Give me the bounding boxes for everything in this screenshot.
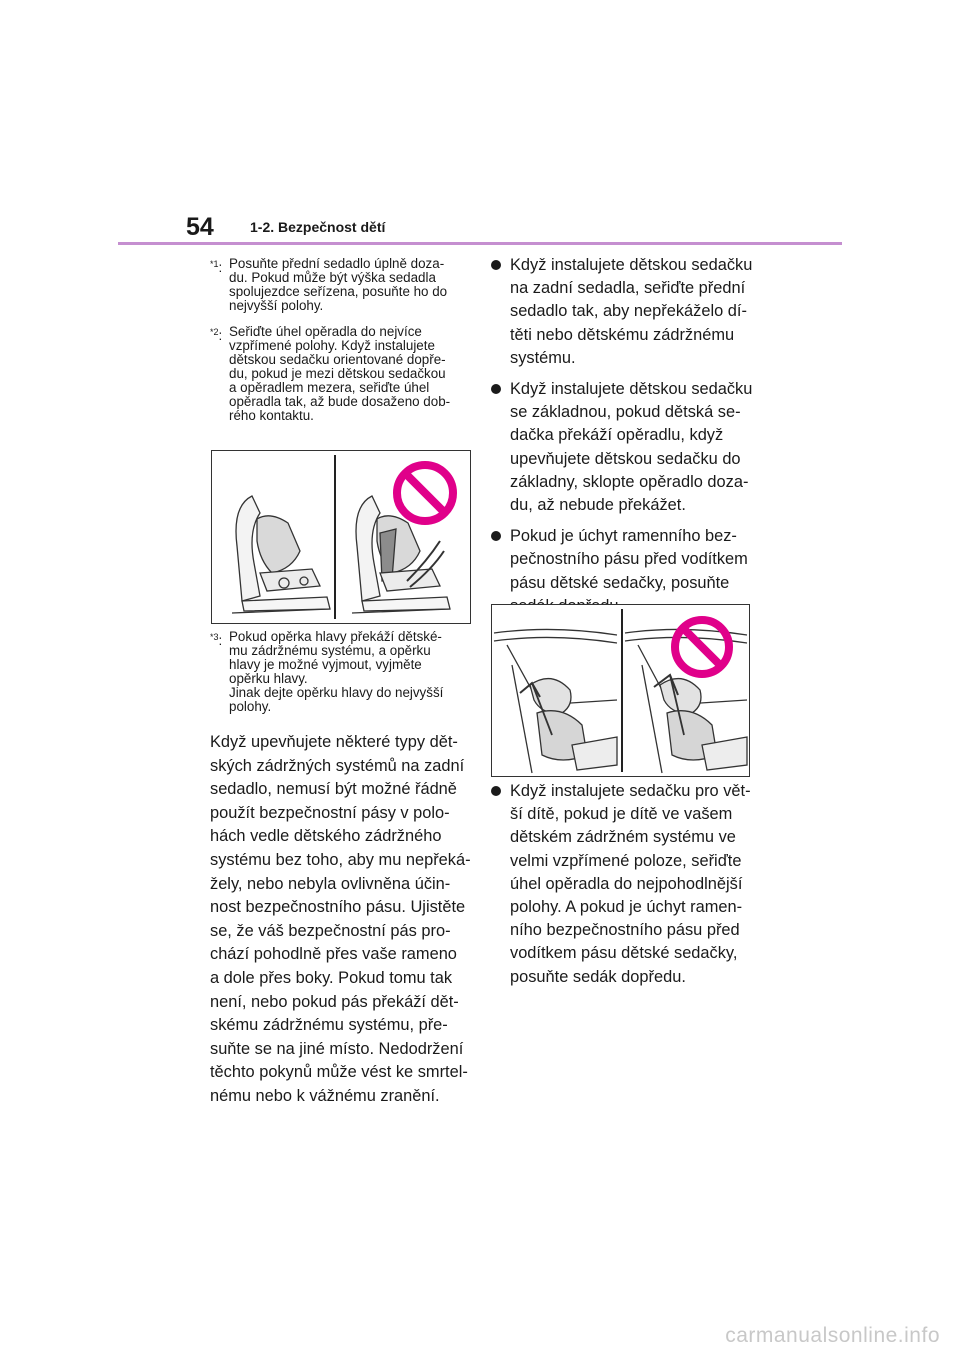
- prohibition-icon: [397, 465, 453, 521]
- watermark: carmanualsonline.info: [725, 1324, 940, 1347]
- page-number: 54: [186, 213, 214, 241]
- bullet-icon: [491, 786, 501, 796]
- footnote-line: Posuňte přední sedadlo úplně doza-: [229, 256, 445, 271]
- bullet-list-bottom: [490, 780, 760, 989]
- footnote-line: nejvyšší polohy.: [229, 298, 324, 313]
- header-rule: [118, 242, 842, 245]
- seat-belt-figure: [491, 604, 750, 777]
- footnote-line: Pokud opěrka hlavy překáží dětské-: [229, 629, 442, 644]
- footnote-line: a opěradlem mezera, seřiďte úhel: [229, 380, 430, 395]
- footnote-line: du, pokud je mezi dětskou sedačkou: [229, 366, 446, 381]
- section-title: 1-2. Bezpečnost dětí: [250, 219, 386, 235]
- footnote-line: Jinak dejte opěrku hlavy do nejvyšší: [229, 685, 444, 700]
- list-item: Když instalujete sedačku pro vět- ší dítě, pokud je dítě ve vašem dětském zádržném systému ve velmi vzpřímené poloze, seřiďte úhel opěradla do nejpohodlnější polohy. A pokud je úchyt ramen- ního bezpečnostního pásu před vodítkem pásu dětské sedačky, posuňte sedák dopředu.: [490, 780, 760, 989]
- footnote-2: [210, 325, 472, 423]
- footnote-line: hlavy je možné vyjmout, vyjměte: [229, 657, 422, 672]
- footnote-line: polohy.: [229, 699, 272, 714]
- seat-illustration-left: [232, 496, 330, 613]
- footnote-line: vzpřímené polohy. Když instalujete: [229, 338, 435, 353]
- footnote-marker: $^{*3}$:: [210, 632, 223, 648]
- footnote-line: spolujezdce seřízena, posuňte ho do: [229, 284, 448, 299]
- bullet-icon: [491, 384, 501, 394]
- footnote-line: rého kontaktu.: [229, 408, 314, 423]
- footnote-line: Seřiďte úhel opěradla do nejvíce: [229, 324, 422, 339]
- seat-recline-figure: [211, 450, 471, 624]
- footnote-line: mu zádržnému systému, a opěrku: [229, 643, 431, 658]
- main-paragraph: Když upevňujete některé typy dět- ských zádržných systémů na zadní sedadlo, nemusí být možné řádně použít bezpečnostní pásy v polo- hách vedle dětského zádržného systému bez toho, aby mu nepřeká- žely, nebo nebyla ovlivněna účin- nost bezpečnostního pásu. Ujistěte se, že váš bezpečnostní pás pro- chází pohodlně přes vaše rameno a dole přes boky. Pokud tomu tak není, nebo pokud pás překáží dět- skému zádržnému systému, pře- suňte se na jiné místo. Nedodržení těchto pokynů může vést ke smrtel- nému nebo k vážnému zranění.: [210, 733, 471, 1105]
- footnote-line: du. Pokud může být výška sedadla: [229, 270, 436, 285]
- prohibition-icon: [675, 620, 729, 674]
- footnote-marker: $^{*2}$:: [210, 327, 223, 343]
- footnote-1: [210, 257, 472, 313]
- bullet-icon: [491, 531, 501, 541]
- car-interior-left: [494, 629, 617, 773]
- footnote-line: opěrku hlavy.: [229, 671, 308, 686]
- list-item: Když instalujete dětskou sedačku se základnou, pokud dětská se- dačka překáží opěradlu, když upevňujete dětskou sedačku do základny, sklopte opěradlo doza- du, až nebude překážet.: [490, 378, 760, 517]
- footnote-3: [210, 630, 472, 714]
- list-item: Pokud je úchyt ramenního bez- pečnostního pásu před vodítkem pásu dětské sedačky, posuňte: [490, 525, 760, 618]
- bullet-icon: [491, 260, 501, 270]
- footnote-line: opěradla tak, až bude dosaženo dob-: [229, 394, 451, 409]
- list-item: Když instalujete dětskou sedačku na zadní sedadla, seřiďte přední sedadlo tak, aby nepřekáželo dí- těti nebo dětskému zádržnému systému.: [490, 254, 760, 370]
- footnote-marker: $^{*1}$:: [210, 259, 223, 275]
- bullet-list-top: [490, 254, 760, 618]
- footnote-line: dětskou sedačku orientované dopře-: [229, 352, 446, 367]
